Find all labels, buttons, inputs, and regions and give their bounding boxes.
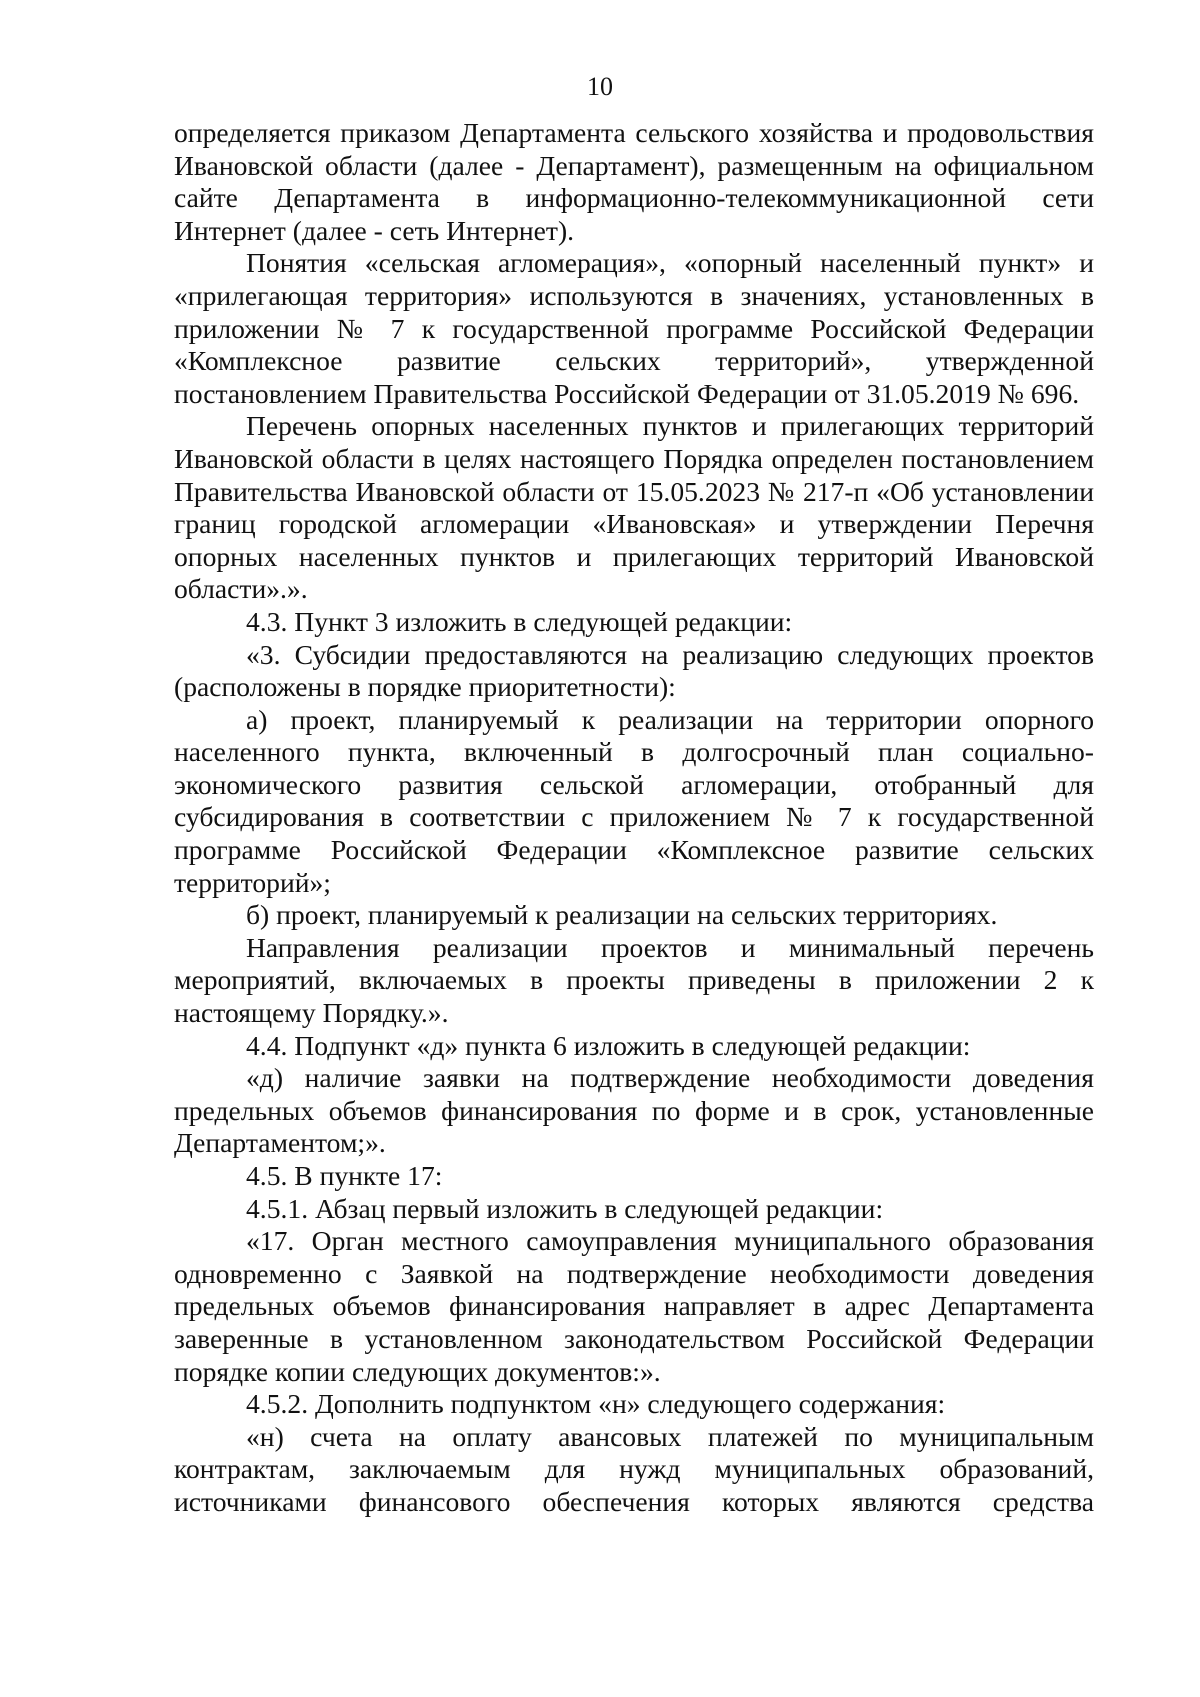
paragraph-item-d: «д) наличие заявки на подтверждение необходимости доведения предельных объемов финансирования по форме и в срок, установленные Департаментом;». — [174, 1062, 1094, 1159]
paragraph-4-3: 4.3. Пункт 3 изложить в следующей редакции: — [246, 605, 793, 637]
paragraph-definitions: Понятия «сельская агломерация», «опорный населенный пункт» и «прилегающая территория» используются в значениях, установленных в приложении № 7 к государственной программе Российской Федерации «Комплексное развитие сельских территорий», утвержденной постановлением Правительства Российской Федерации от 31.05.2019 № 696. — [174, 247, 1094, 409]
paragraph-4-5-1: 4.5.1. Абзац первый изложить в следующей редакции: — [246, 1192, 884, 1224]
paragraph-item-n: «н) счета на оплату авансовых платежей по муниципальным контрактам, заключаемым для нужд муниципальных образований, источниками финансового обеспечения которых являются средства — [174, 1420, 1094, 1517]
paragraph-item-b: б) проект, планируемый к реализации на сельских территориях. — [246, 899, 998, 931]
paragraph-clause-3: «3. Субсидии предоставляются на реализацию следующих проектов (расположены в порядке приоритетности): — [174, 638, 1094, 703]
paragraph-continuation: определяется приказом Департамента сельского хозяйства и продовольствия Ивановской области (далее - Департамент), размещенным на официальном сайте Департамента в информационно-телекоммуникационной сети Интернет (далее - сеть Интернет). — [174, 117, 1094, 246]
page-number: 10 — [587, 72, 613, 101]
paragraph-4-5: 4.5. В пункте 17: — [246, 1160, 443, 1191]
paragraph-directions: Направления реализации проектов и минимальный перечень мероприятий, включаемых в проекты приведены в приложении 2 к настоящему Порядку.». — [174, 931, 1094, 1029]
paragraph-4-5-2: 4.5.2. Дополнить подпунктом «н» следующего содержания: — [246, 1388, 946, 1420]
paragraph-4-4: 4.4. Подпункт «д» пункта 6 изложить в следующей редакции: — [246, 1029, 971, 1061]
paragraph-clause-17: «17. Орган местного самоуправления муниципального образования одновременно с Заявкой на подтверждение необходимости доведения предельных объемов финансирования направляет в адрес Департамента заверенные в установленном законодательством Российской Федерации порядке копии следующих документов:». — [174, 1225, 1094, 1387]
document-body — [174, 117, 1094, 1519]
paragraph-settlements-list: Перечень опорных населенных пунктов и прилегающих территорий Ивановской области в целях настоящего Порядка определен постановлением Правительства Ивановской области от 15.05.2023 № 217-п «Об установлении границ городской агломерации «Ивановская» и утверждении Перечня опорных населенных пунктов и прилегающих территорий Ивановской области».». — [174, 410, 1094, 605]
paragraph-item-a: а) проект, планируемый к реализации на территории опорного населенного пункта, включенный в долгосрочный план социально-экономического развития сельской агломерации, отобранный для субсидирования в соответствии с приложением № 7 к государственной программе Российской Федерации «Комплексное развитие сельских территорий»; — [174, 703, 1094, 898]
